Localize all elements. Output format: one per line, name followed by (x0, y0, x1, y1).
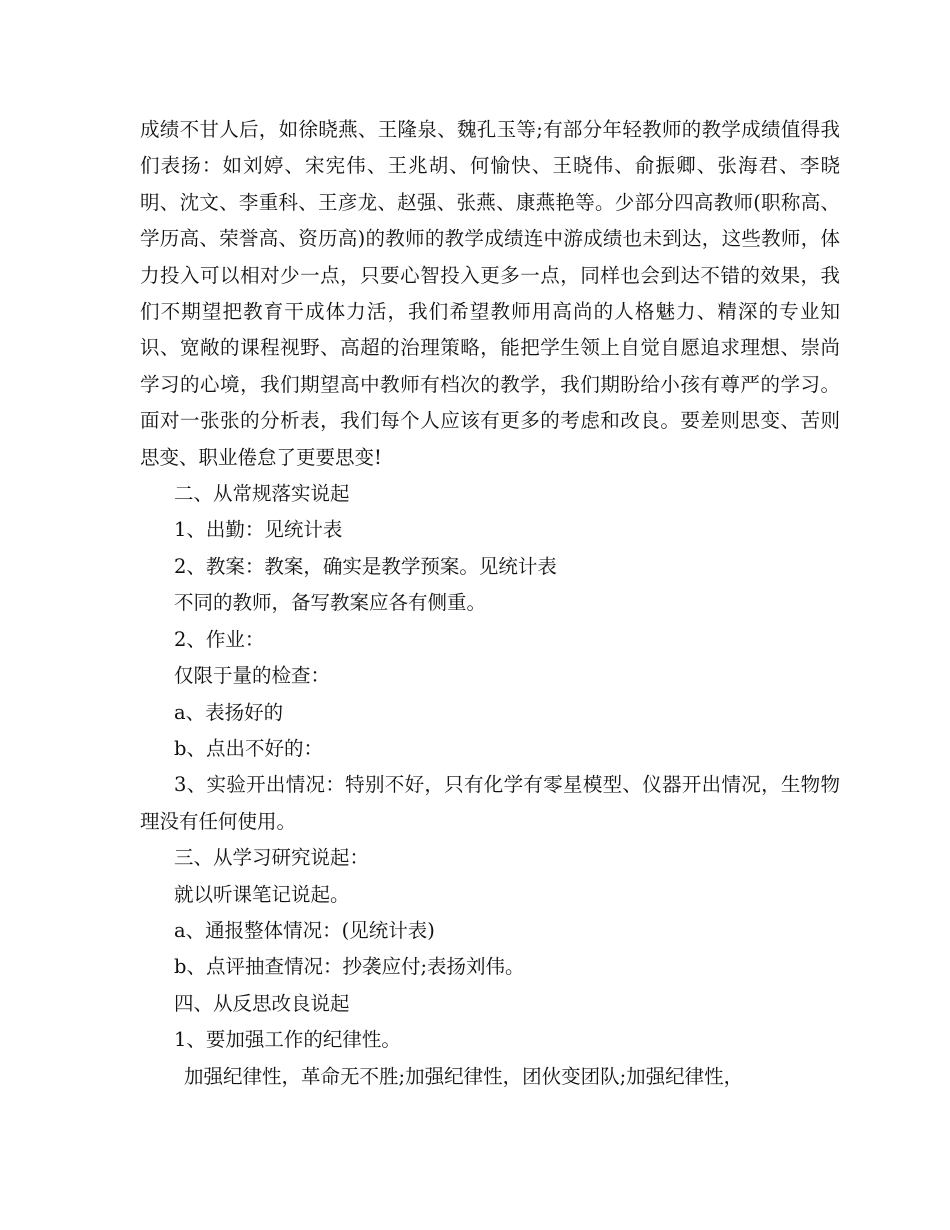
item-praise-good: a、表扬好的 (174, 700, 284, 724)
item-spot-check-review: b、点评抽查情况：抄袭应付;表扬刘伟。 (174, 955, 525, 979)
item-point-out-bad: b、点出不好的： (174, 736, 323, 760)
heading-reflection-improvement: 四、从反思改良说起 (174, 991, 350, 1015)
item-attendance: 1、出勤：见统计表 (174, 518, 343, 542)
item-homework: 2、作业： (174, 627, 265, 651)
paragraph-teaching-results: 成绩不甘人后，如徐晓燕、王隆泉、魏孔玉等;有部分年轻教师的教学成绩值得我们表扬：如刘婷、宋宪伟、王兆胡、何愉快、王晓伟、俞振卿、张海君、李晓明、沈文、李重科、王彦龙、赵强、张燕、康燕艳等。少部分四高教师(职称高、学历高、荣誉高、资历高)的教师的教学成绩连中游成绩也未到达，这些教师，体力投入可以相对少一点，只要心智投入更多一点，同样也会到达不错的效果，我们不期望把教育干成体力活，我们希望教师用高尚的人格魅力、精深的专业知识、宽敞的课程视野、高超的治理策略，能把学生领上自觉自愿追求理想、崇尚学习的心境，我们期望高中教师有档次的教学，我们期盼给小孩有尊严的学习。面对一张张的分析表，我们每个人应该有更多的考虑和改良。要差则思变、苦则思变、职业倦怠了更要思变! (140, 118, 840, 469)
paragraph-discipline: 加强纪律性，革命无不胜;加强纪律性，团伙变团队;加强纪律性， (184, 1064, 744, 1088)
item-overall-report: a、通报整体情况：(见统计表) (174, 918, 435, 942)
document-body (140, 112, 840, 1095)
item-experiments: 3、实验开出情况：特别不好，只有化学有零星模型、仪器开出情况，生物物理没有任何使用。 (140, 773, 840, 833)
item-strengthen-discipline: 1、要加强工作的纪律性。 (174, 1028, 401, 1052)
paragraph-homework-check: 仅限于量的检查： (174, 664, 331, 688)
paragraph-lesson-plan-note: 不同的教师，备写教案应各有侧重。 (174, 591, 487, 615)
item-lesson-plans: 2、教案：教案，确实是教学预案。见统计表 (174, 554, 557, 578)
paragraph-lecture-notes: 就以听课笔记说起。 (174, 882, 350, 906)
heading-study-research: 三、从学习研究说起： (174, 846, 370, 870)
heading-routine-implementation: 二、从常规落实说起 (174, 482, 350, 506)
